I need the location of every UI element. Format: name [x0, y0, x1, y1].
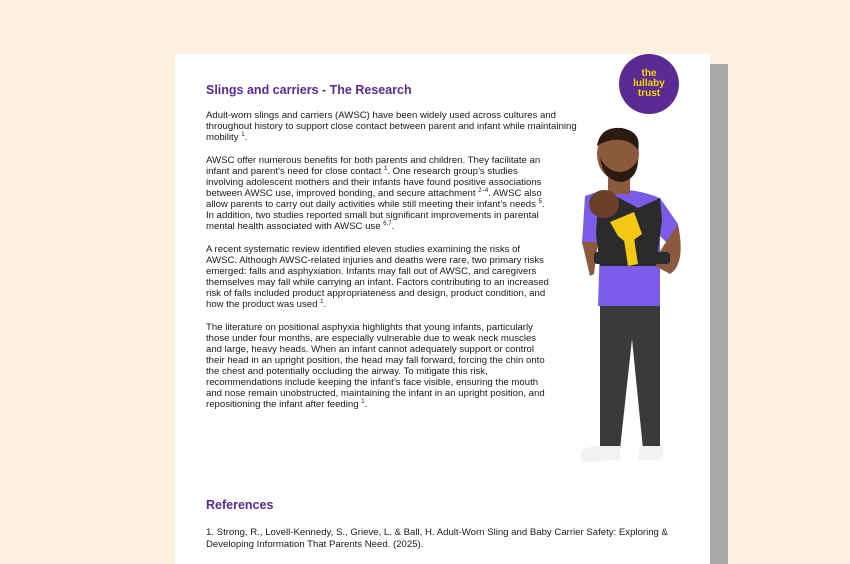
citation: 2–4 [478, 187, 489, 194]
right-shoe [638, 446, 664, 460]
paragraph-4-text: The literature on positional asphyxia highlights that young infants, particularly those under four months, are especially vulnerable due to weak neck muscles and large, heavy heads. When an infant cannot adequately support or control their head in an upright position, the head may fall forward, forcing the chin onto the chest and potentially occluding the airway. To mitigate this risk, recommendations include keeping the infant’s face visible, ensuring the mouth and nose remain unobstructed, maintaining the infant in an upright position, and repositioning the infant after feeding [206, 322, 545, 410]
paragraph-3 [206, 244, 551, 310]
paragraph-2-text-d: . In addition, two studies reported small but significant improvements in parental mental health associated with AWSC use [206, 199, 545, 232]
paragraph-4-end: . [364, 399, 368, 410]
citation: 1 [361, 398, 365, 405]
citation: 1 [383, 165, 388, 172]
logo-line-2: lullaby [633, 78, 665, 89]
paragraph-1-end: . [244, 132, 248, 143]
paragraph-1 [206, 110, 581, 143]
references-heading: References [206, 498, 274, 512]
paragraph-4 [206, 322, 551, 410]
paragraph-3-end: . [323, 299, 327, 310]
trousers [600, 302, 660, 449]
parent-with-baby-carrier-illustration [560, 124, 700, 474]
paragraph-2-text-a: AWSC offer numerous benefits for both parents and children. They facilitate an infant and parent’s need for close contact [206, 155, 541, 177]
reference-item: 1. Strong, R., Lovell-Kennedy, S., Grieve, L. & Ball, H. Adult-Worn Sling and Baby Carrier Safety: Exploring & Developing Information That Parents Need. (2025). [206, 527, 668, 550]
logo-line-3: trust [637, 88, 661, 99]
citation: 5 [538, 198, 542, 205]
citation: 6,7 [383, 220, 392, 227]
citation: 1 [320, 298, 324, 305]
paragraph-2-text-c: . AWSC also allow parents to carry out daily activities while still meeting their infant’s needs [206, 188, 542, 210]
paragraph-1-text: Adult-worn slings and carriers (AWSC) have been widely used across cultures and throughout history to support close contact between parent and infant while maintaining mobility [206, 110, 577, 143]
logo-line-1: the [641, 68, 657, 79]
paragraph-2-end: . [391, 221, 395, 232]
page-title: Slings and carriers - The Research [206, 83, 412, 97]
paragraph-3-text: A recent systematic review identified eleven studies examining the risks of AWSC. Although AWSC-related injuries and deaths were rare, two primary risks emerged: falls and asphyxiation. Infants may fall out of AWSC, and caregivers themselves may fall while carrying an infant. Factors contributing to an increased risk of falls included product appropriateness and design, product condition, and how the product was used [206, 244, 549, 310]
baby-head [589, 190, 619, 218]
left-shoe [580, 446, 620, 462]
paragraph-2-text-b: . One research group’s studies involving adolescent mothers and their infants have found positive associations between AWSC use, improved bonding, and secure attachment [206, 166, 542, 199]
document-page [175, 54, 710, 564]
citation: 1 [241, 131, 245, 138]
lullaby-trust-logo [619, 54, 679, 114]
paragraph-2 [206, 155, 551, 232]
article-body [206, 110, 581, 422]
